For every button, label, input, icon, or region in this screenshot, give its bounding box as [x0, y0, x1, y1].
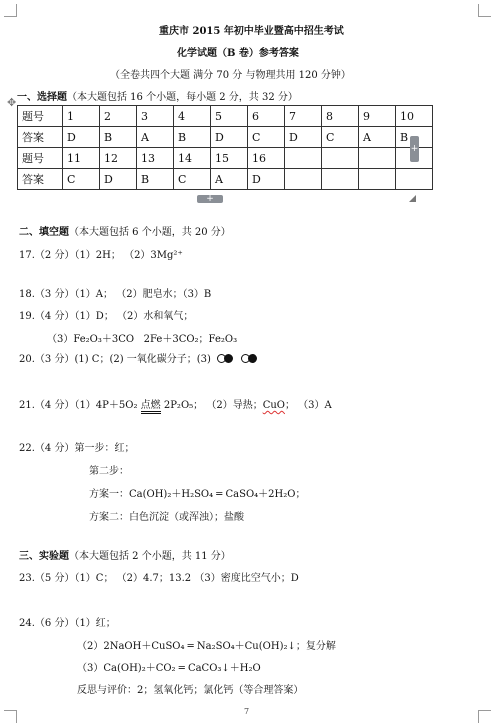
question-number: 8 — [322, 106, 359, 127]
question-number: 1 — [63, 106, 100, 127]
answer-cell: C — [63, 169, 100, 190]
add-row-button[interactable]: + — [197, 195, 223, 203]
answer-cell: A — [359, 127, 396, 148]
answer-cell: C — [248, 127, 285, 148]
answer-cell: A — [137, 127, 174, 148]
answer-20-text: 20.（3 分）(1) C；(2) 一氧化碳分子；(3) — [19, 354, 211, 365]
section-1-heading: 一、选择题 — [17, 92, 67, 103]
answer-18: 18.（3 分）（1）A； （2）肥皂水；（3）B — [19, 289, 212, 300]
reaction-condition — [141, 396, 161, 411]
section-1-title — [17, 88, 298, 103]
section-1-desc: （本大题包括 16 个小题，每小题 2 分，共 32 分） — [67, 92, 298, 103]
add-column-button[interactable]: + — [410, 136, 419, 162]
row-label-answer: 答案 — [18, 169, 63, 190]
equation-left: （3）Fe₂O₃＋3CO — [47, 334, 135, 345]
answer-20 — [19, 350, 257, 365]
row-label-question: 题号 — [18, 106, 63, 127]
answer-21-suffix: ； （3）A — [285, 400, 332, 411]
answer-21-mid: 2P₂O₅； （2）导热； — [163, 400, 263, 411]
table-resize-handle-icon[interactable] — [409, 195, 416, 202]
table-move-handle-icon[interactable]: ✥ — [7, 96, 17, 109]
question-number — [359, 148, 396, 169]
answer-cell: D — [63, 127, 100, 148]
answer-cell: C — [174, 169, 211, 190]
question-number: 16 — [248, 148, 285, 169]
answer-24-line-3: （3）Ca(OH)₂＋CO₂ ═ CaCO₃↓＋H₂O — [77, 663, 261, 674]
question-number: 10 — [396, 106, 433, 127]
table-row — [18, 169, 433, 190]
section-3-desc: （本大题包括 2 个小题，共 11 分） — [69, 551, 231, 562]
filled-circle-icon — [224, 354, 233, 363]
table-row — [18, 106, 433, 127]
section-3-title — [19, 547, 231, 562]
answer-24-line-4: 反思与评价：2；氢氧化钙；氯化钙（等合理答案） — [77, 685, 304, 696]
answer-23: 23.（5 分）（1）C； （2）4.7；13.2 （3）密度比空气小；D — [19, 573, 299, 584]
answer-cell: B — [174, 127, 211, 148]
answer-cell: A — [211, 169, 248, 190]
answer-cell: D — [211, 127, 248, 148]
answer-21-prefix: 21.（4 分）（1）4P＋5O₂ — [19, 400, 138, 411]
answer-24-line-1: 24.（6 分）（1）红； — [19, 618, 116, 629]
crop-mark-bottom-left — [4, 710, 17, 723]
answer-22-line-1: 22.（4 分）第一步：红； — [19, 443, 135, 454]
answer-cell: B — [100, 127, 137, 148]
section-2-heading: 二、填空题 — [19, 227, 69, 238]
question-number: 3 — [137, 106, 174, 127]
answer-21 — [19, 396, 332, 411]
reaction-condition-label: 点燃 — [140, 400, 161, 411]
table-row — [18, 148, 433, 169]
answer-22-line-2: 第二步： — [89, 466, 129, 477]
question-number: 13 — [137, 148, 174, 169]
answer-cell: D — [100, 169, 137, 190]
question-number: 5 — [211, 106, 248, 127]
answer-24-line-2: （2）2NaOH＋CuSO₄ ═ Na₂SO₄＋Cu(OH)₂↓；复分解 — [77, 641, 336, 652]
section-3-heading: 三、实验题 — [19, 551, 69, 562]
spellcheck-underlined-word: CuO — [262, 400, 285, 411]
question-number: 2 — [100, 106, 137, 127]
answer-cell — [322, 169, 359, 190]
filled-circle-icon — [248, 354, 257, 363]
question-number: 6 — [248, 106, 285, 127]
answer-cell: C — [322, 127, 359, 148]
section-2-desc: （本大题包括 6 个小题，共 20 分） — [69, 227, 231, 238]
answer-table — [17, 105, 433, 190]
answer-19-line-1: 19.（4 分）（1）D； （2）水和氧气； — [19, 311, 194, 322]
answer-22-line-4: 方案二：白色沉淀（或浑浊）；盐酸 — [89, 512, 244, 523]
question-number: 7 — [285, 106, 322, 127]
question-number: 12 — [100, 148, 137, 169]
document-subtitle: 化学试题（B 卷）参考答案 — [177, 48, 299, 59]
row-label-question: 题号 — [18, 148, 63, 169]
row-label-answer: 答案 — [18, 127, 63, 148]
answer-cell: B — [137, 169, 174, 190]
answer-cell — [285, 169, 322, 190]
crop-mark-top-left — [4, 4, 17, 17]
question-number: 4 — [174, 106, 211, 127]
answer-cell: B — [396, 127, 433, 148]
question-number: 9 — [359, 106, 396, 127]
answer-19-line-2 — [47, 330, 237, 345]
question-number — [322, 148, 359, 169]
equation-right: 2Fe＋3CO₂；Fe₂O₃ — [143, 334, 238, 345]
exam-note: （全卷共四个大题 满分 70 分 与物理共用 120 分钟） — [110, 70, 351, 81]
section-2-title — [19, 223, 231, 238]
page-number: 7 — [244, 707, 250, 716]
answer-cell: D — [248, 169, 285, 190]
question-number: 15 — [211, 148, 248, 169]
question-number: 11 — [63, 148, 100, 169]
answer-22-line-3: 方案一：Ca(OH)₂＋H₂SO₄ ═ CaSO₄＋2H₂O； — [89, 489, 306, 500]
question-number — [285, 148, 322, 169]
answer-cell — [396, 169, 433, 190]
crop-mark-bottom-right — [478, 710, 491, 723]
document-title: 重庆市 2015 年初中毕业暨高中招生考试 — [159, 26, 344, 37]
table-row — [18, 127, 433, 148]
answer-cell — [359, 169, 396, 190]
question-number: 14 — [174, 148, 211, 169]
answer-cell: D — [285, 127, 322, 148]
answer-17: 17.（2 分）（1）2H； （2）3Mg²⁺ — [19, 250, 183, 261]
crop-mark-top-right — [478, 4, 491, 17]
